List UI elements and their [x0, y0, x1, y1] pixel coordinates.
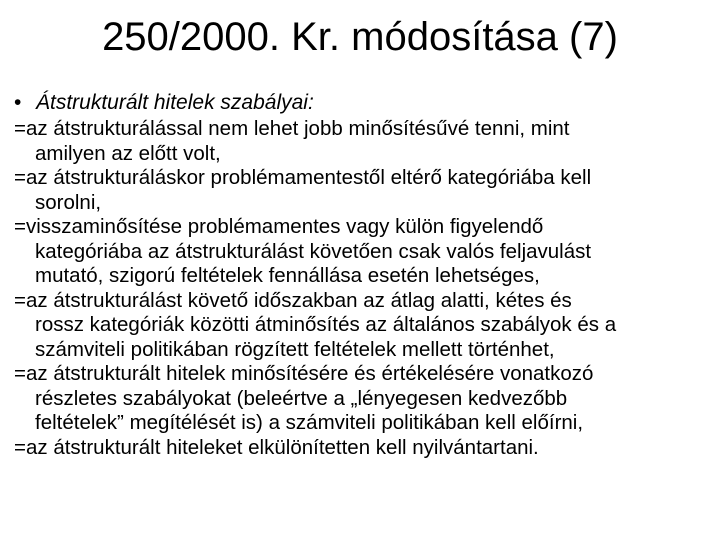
rule-line-continuation: mutató, szigorú feltételek fennállása esetén lehetséges,: [35, 264, 540, 287]
section-heading-label: Átstrukturált hitelek szabályai:: [36, 91, 314, 114]
section-heading: [14, 90, 314, 116]
rule-line-start: =visszaminősítése problémamentes vagy külön figyelendő: [14, 215, 544, 238]
rule-line-continuation: feltételek” megítélését is) a számviteli politikában kell előírni,: [35, 411, 584, 434]
rule-line-start: =az átstrukturálást követő időszakban az átlag alatti, kétes és: [14, 288, 572, 312]
rule-line-start: =az átstrukturálással nem lehet jobb minősítésűvé tenni, mint: [14, 117, 570, 140]
rule-line-continuation: rossz kategóriák közötti átminősítés az általános szabályok és a: [35, 313, 617, 336]
rule-line-start: =az átstrukturált hitelek minősítésére és értékelésére vonatkozó: [14, 362, 594, 385]
rule-line-start: =az átstrukturáláskor problémamentestől eltérő kategóriába kell: [14, 166, 592, 189]
rule-line-continuation: amilyen az előtt volt,: [35, 141, 221, 165]
bullet-icon: •: [14, 91, 22, 114]
rule-line-continuation: részletes szabályokat (beleértve a „lényegesen kedvezőbb: [35, 386, 568, 410]
rule-line-continuation: kategóriába az átstrukturálást követően csak valós feljavulást: [35, 239, 592, 263]
rule-line-continuation: sorolni,: [35, 190, 102, 214]
rule-line-start: =az átstrukturált hiteleket elkülönítetten kell nyilvántartani.: [14, 435, 539, 459]
rule-line-continuation: számviteli politikában rögzített feltételek mellett történhet,: [35, 337, 555, 361]
slide-title: 250/2000. Kr. módosítása (7): [102, 15, 618, 59]
